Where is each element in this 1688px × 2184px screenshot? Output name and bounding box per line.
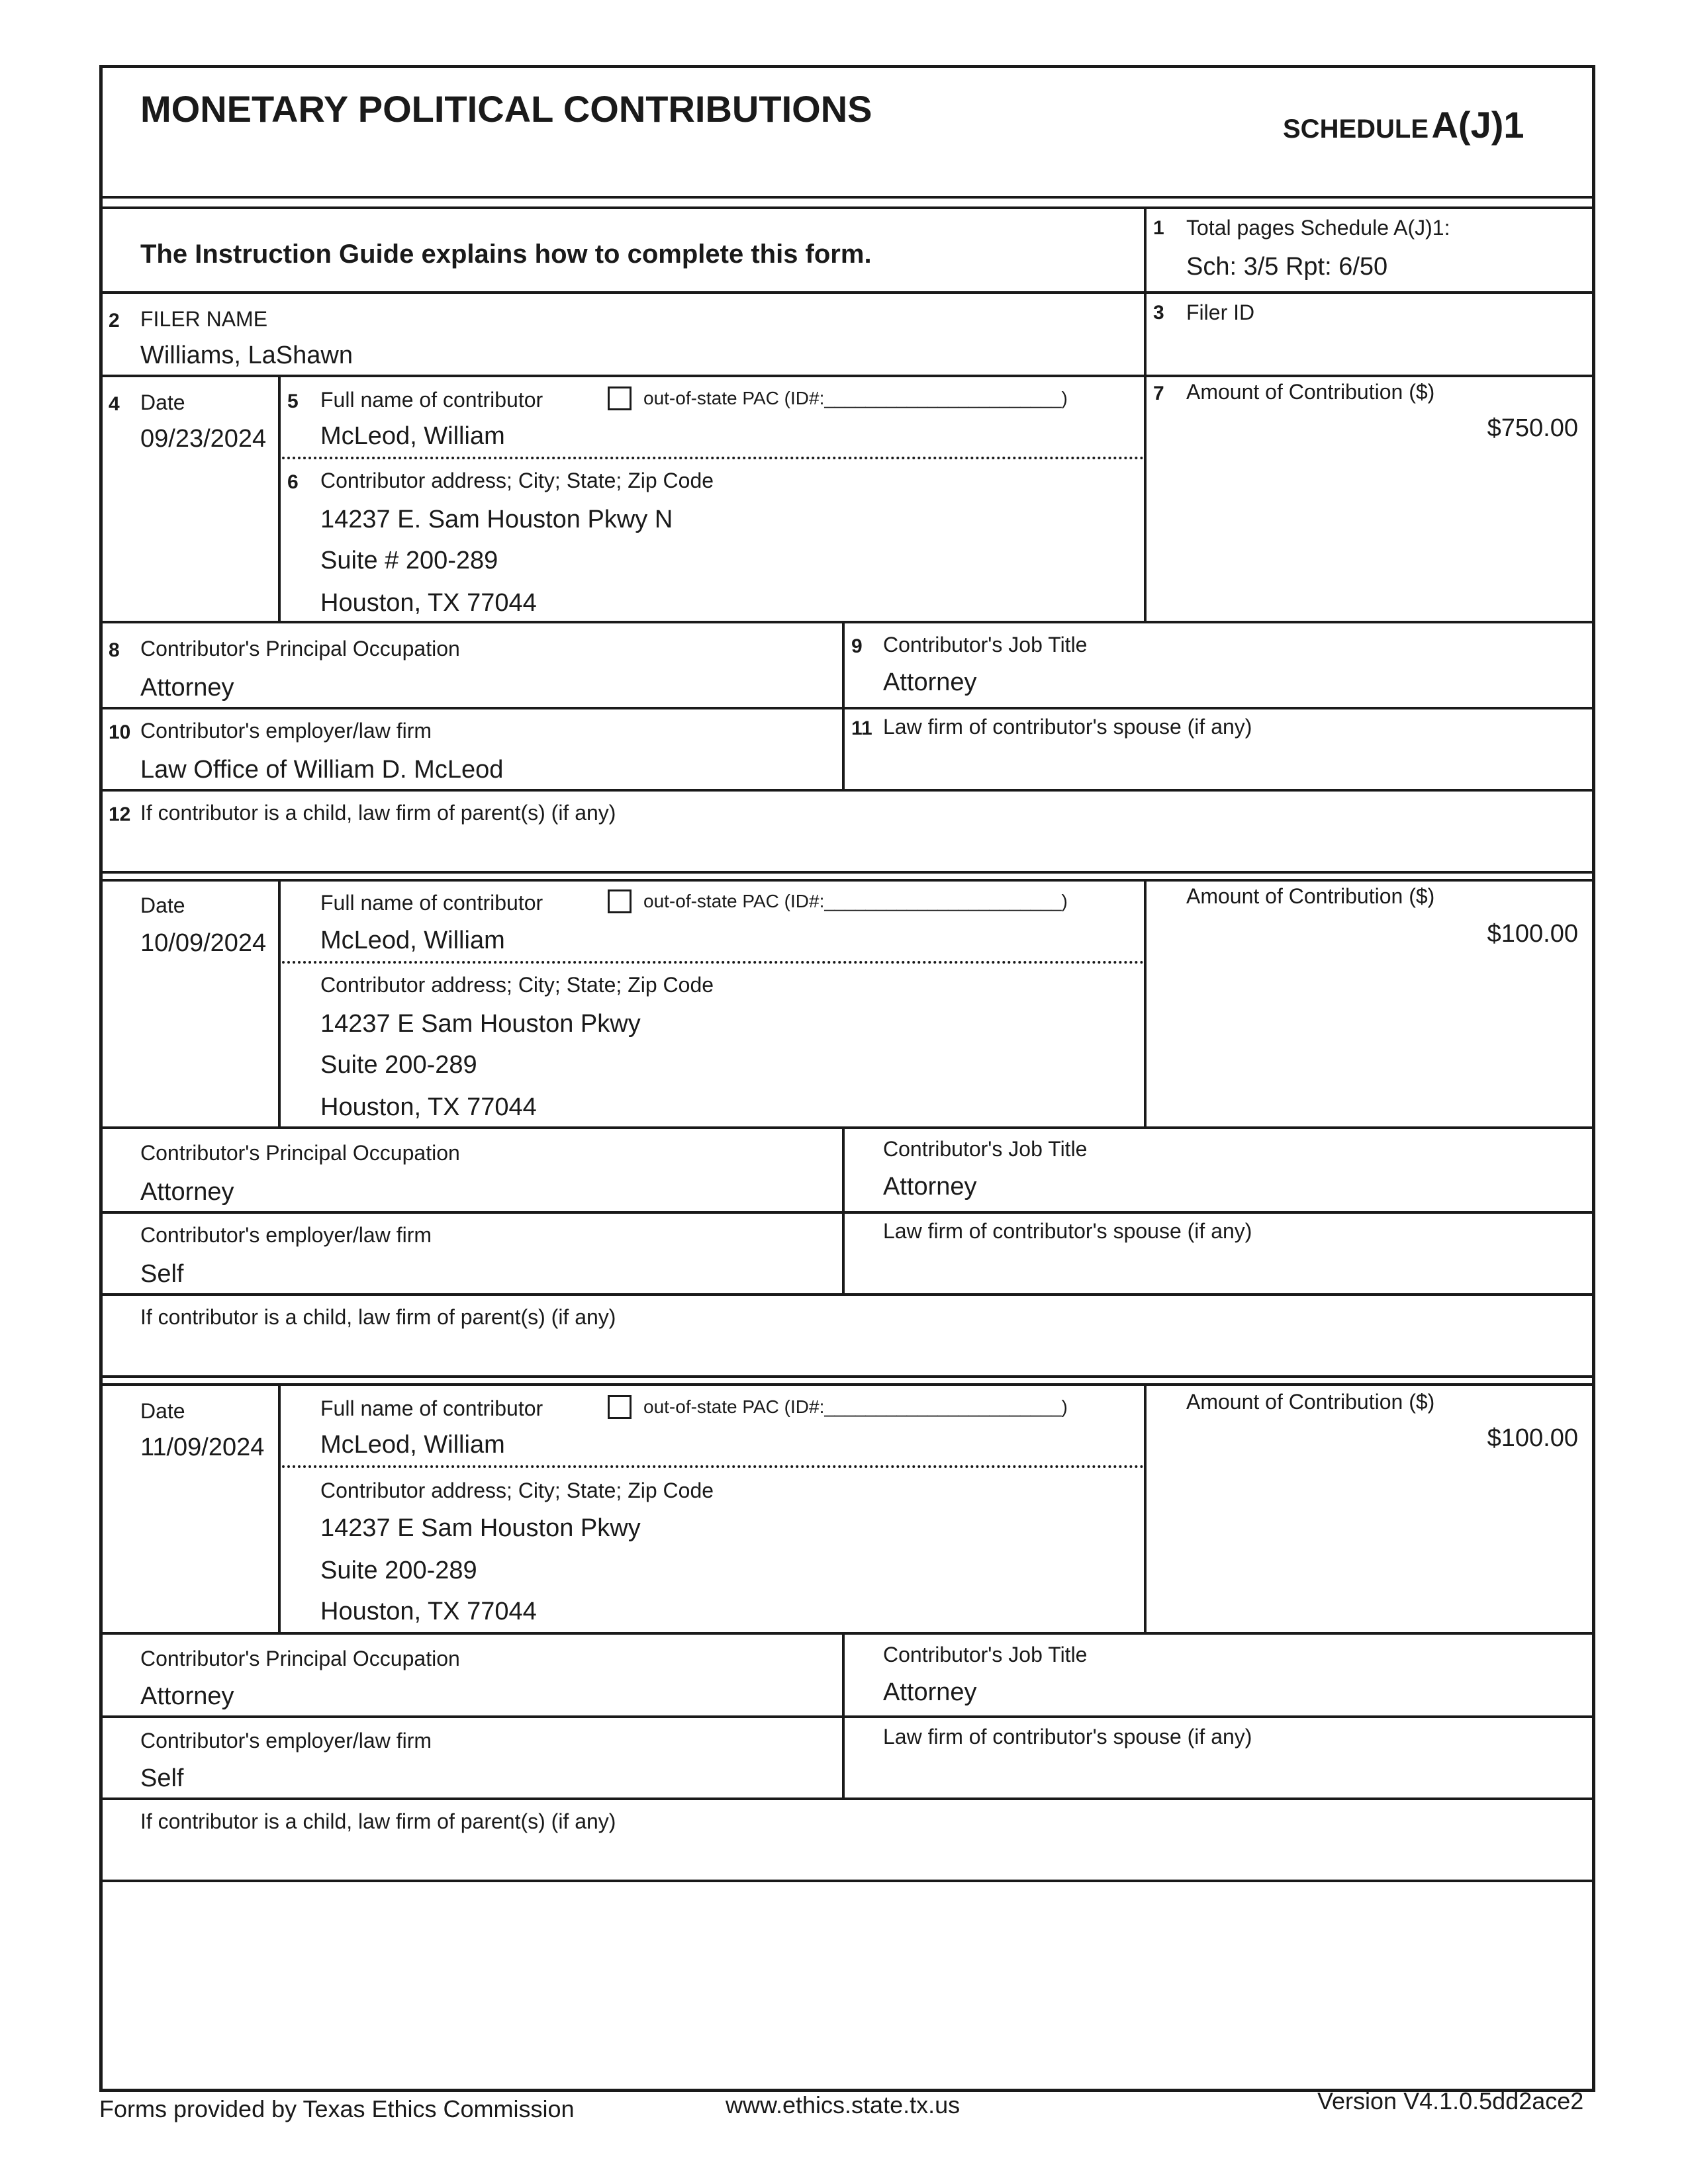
occupation-column-divider	[842, 621, 845, 789]
date-label: Date	[140, 893, 185, 917]
employer-label: Contributor's employer/law firm	[140, 1729, 432, 1752]
occupation-row-rule	[99, 707, 1595, 709]
amount-value: $100.00	[1487, 920, 1578, 948]
address-line-1: 14237 E Sam Houston Pkwy	[320, 1010, 641, 1038]
employer-row-rule	[99, 789, 1595, 792]
child-firm-label: If contributor is a child, law firm of parent(s) (if any)	[140, 801, 616, 825]
employer-row-rule	[99, 1797, 1595, 1800]
entry-top-block-rule	[99, 1126, 1595, 1129]
amount-value: $100.00	[1487, 1424, 1578, 1452]
schedule-label	[1283, 103, 1524, 146]
employer-label: Contributor's employer/law firm	[140, 719, 432, 743]
instruction-row-rule	[99, 291, 1595, 294]
job-title-value: Attorney	[883, 1173, 977, 1201]
address-line-2: Suite 200-289	[320, 1051, 477, 1079]
footer-provider: Forms provided by Texas Ethics Commission	[99, 2095, 575, 2122]
last-entry-rule	[99, 1880, 1595, 1882]
employer-number: 10	[109, 721, 131, 743]
job-title-value: Attorney	[883, 668, 977, 696]
amount-label: Amount of Contribution ($)	[1186, 1390, 1435, 1414]
child-firm-number: 12	[109, 803, 131, 825]
address-line-1: 14237 E Sam Houston Pkwy	[320, 1514, 641, 1542]
contributor-name-value: McLeod, William	[320, 422, 505, 450]
out-of-state-pac-label: out-of-state PAC (ID#:_______________________)	[643, 388, 1068, 408]
schedule-word: SCHEDULE	[1283, 114, 1429, 144]
job-title-label: Contributor's Job Title	[883, 1137, 1088, 1161]
footer-version: Version V4.1.0.5dd2ace2	[1317, 2087, 1584, 2115]
filer-name-number: 2	[109, 310, 120, 332]
date-number: 4	[109, 393, 120, 415]
amount-column-divider	[1144, 879, 1147, 1128]
entry-separator-top	[99, 871, 1595, 874]
occupation-label: Contributor's Principal Occupation	[140, 1647, 460, 1670]
job-title-value: Attorney	[883, 1678, 977, 1706]
filer-row-rule	[99, 375, 1595, 377]
right-column-divider-top	[1144, 206, 1147, 621]
occupation-label: Contributor's Principal Occupation	[140, 637, 460, 660]
date-label: Date	[140, 390, 185, 414]
name-address-dotted-divider	[282, 457, 1144, 459]
date-label: Date	[140, 1399, 185, 1423]
spouse-firm-label: Law firm of contributor's spouse (if any)	[883, 1725, 1252, 1749]
child-firm-label: If contributor is a child, law firm of parent(s) (if any)	[140, 1305, 616, 1329]
filer-id-number: 3	[1153, 302, 1164, 324]
amount-label: Amount of Contribution ($)	[1186, 884, 1435, 908]
instruction-text: The Instruction Guide explains how to complete this form.	[140, 240, 872, 269]
employer-label: Contributor's employer/law firm	[140, 1223, 432, 1247]
amount-column-divider	[1144, 1383, 1147, 1633]
address-line-1: 14237 E. Sam Houston Pkwy N	[320, 506, 673, 533]
employer-value: Self	[140, 1260, 184, 1288]
full-name-number: 5	[287, 390, 299, 412]
address-line-2: Suite # 200-289	[320, 547, 498, 574]
filer-name-label: FILER NAME	[140, 307, 268, 331]
spouse-firm-number: 11	[851, 717, 872, 739]
occupation-label: Contributor's Principal Occupation	[140, 1141, 460, 1165]
spouse-firm-label: Law firm of contributor's spouse (if any)	[883, 715, 1252, 739]
date-column-divider	[278, 879, 281, 1128]
full-name-label: Full name of contributor	[320, 388, 543, 412]
date-value: 10/09/2024	[140, 929, 267, 957]
occupation-value: Attorney	[140, 674, 234, 702]
filer-name-value: Williams, LaShawn	[140, 341, 353, 369]
date-value: 11/09/2024	[140, 1433, 265, 1461]
date-column-divider	[278, 1383, 281, 1633]
occupation-row-rule	[99, 1211, 1595, 1214]
occupation-number: 8	[109, 639, 120, 661]
occupation-column-divider	[842, 1126, 845, 1295]
total-pages-number: 1	[1153, 217, 1164, 239]
occupation-value: Attorney	[140, 1682, 234, 1710]
job-title-label: Contributor's Job Title	[883, 1643, 1088, 1666]
contributor-name-value: McLeod, William	[320, 1431, 505, 1459]
contributor-name-value: McLeod, William	[320, 927, 505, 954]
name-address-dotted-divider	[282, 1465, 1144, 1468]
address-line-3: Houston, TX 77044	[320, 1598, 537, 1625]
address-number: 6	[287, 471, 299, 493]
full-name-label: Full name of contributor	[320, 891, 543, 915]
out-of-state-pac-label: out-of-state PAC (ID#:_______________________)	[643, 1396, 1068, 1417]
job-title-number: 9	[851, 635, 863, 657]
child-firm-label: If contributor is a child, law firm of parent(s) (if any)	[140, 1809, 616, 1833]
address-label: Contributor address; City; State; Zip Code	[320, 973, 714, 997]
address-line-2: Suite 200-289	[320, 1557, 477, 1584]
out-of-state-pac-checkbox[interactable]	[608, 889, 632, 913]
footer-url[interactable]: www.ethics.state.tx.us	[726, 2091, 961, 2118]
form-title: MONETARY POLITICAL CONTRIBUTIONS	[140, 88, 872, 130]
total-pages-label: Total pages Schedule A(J)1:	[1186, 216, 1450, 240]
date-column-divider	[278, 375, 281, 623]
out-of-state-pac-label: out-of-state PAC (ID#:_______________________)	[643, 891, 1068, 911]
employer-value: Law Office of William D. McLeod	[140, 756, 504, 784]
schedule-code: A(J)1	[1431, 104, 1524, 146]
address-line-3: Houston, TX 77044	[320, 1093, 537, 1121]
occupation-row-rule	[99, 1715, 1595, 1718]
out-of-state-pac-checkbox[interactable]	[608, 1395, 632, 1419]
address-label: Contributor address; City; State; Zip Code	[320, 469, 714, 492]
name-address-dotted-divider	[282, 961, 1144, 964]
amount-number: 7	[1153, 383, 1164, 404]
full-name-label: Full name of contributor	[320, 1396, 543, 1420]
entry-separator-top	[99, 1375, 1595, 1378]
total-pages-value: Sch: 3/5 Rpt: 6/50	[1186, 253, 1388, 281]
date-value: 09/23/2024	[140, 425, 267, 453]
occupation-value: Attorney	[140, 1178, 234, 1206]
job-title-label: Contributor's Job Title	[883, 633, 1088, 657]
out-of-state-pac-checkbox[interactable]	[608, 387, 632, 410]
entry-separator-bottom	[99, 879, 1595, 882]
employer-row-rule	[99, 1293, 1595, 1296]
entry-separator-bottom	[99, 1383, 1595, 1386]
amount-value: $750.00	[1487, 414, 1578, 442]
amount-label: Amount of Contribution ($)	[1186, 380, 1435, 404]
address-line-3: Houston, TX 77044	[320, 589, 537, 617]
entry-top-block-rule	[99, 1632, 1595, 1635]
entry-top-block-rule	[99, 621, 1595, 623]
spouse-firm-label: Law firm of contributor's spouse (if any)	[883, 1219, 1252, 1243]
filer-id-label: Filer ID	[1186, 300, 1255, 324]
header-rule-top	[99, 196, 1595, 199]
address-label: Contributor address; City; State; Zip Code	[320, 1479, 714, 1502]
employer-value: Self	[140, 1764, 184, 1792]
header-rule-bottom	[99, 206, 1595, 209]
